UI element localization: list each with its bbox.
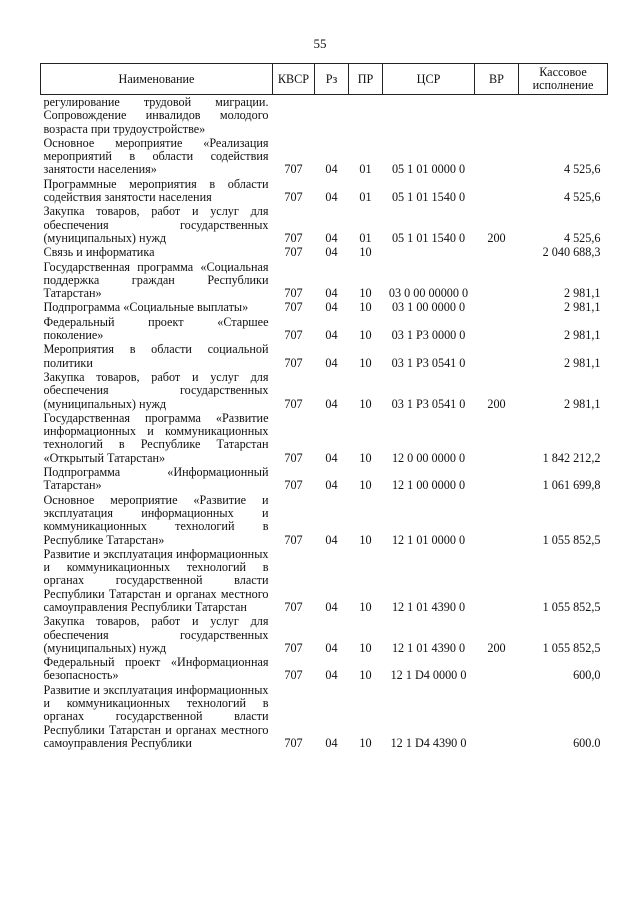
table-cell-name: Мероприятия в области социальной политики [43,342,269,370]
table-cell-kvsr: 707 [284,162,303,177]
table-cell-name: Связь и информатика [43,245,155,260]
table-row [41,493,608,547]
table-cell-kvsr: 707 [284,640,303,655]
table-cell-rz: 04 [325,668,338,683]
table-cell-kvsr: 707 [284,355,303,370]
table-cell-vr: 200 [487,640,506,655]
table-cell-name: Закупка товаров, работ и услуг для обеспечения государственных (муниципальных) нужд [43,204,269,245]
table-cell-rz: 04 [325,599,338,614]
table-cell-csr: 03 1 P3 0000 0 [391,328,466,343]
table-cell-csr: 05 1 01 0000 0 [391,162,466,177]
table-row [41,547,608,614]
table-row [41,342,608,370]
header-amount: Кассовое исполнение [519,64,608,95]
table-cell-kvsr [273,95,315,136]
table-cell-pr: 10 [359,355,372,370]
table-cell-csr: 12 1 01 4390 0 [391,640,466,655]
table-cell-csr: 03 1 P3 0541 0 [391,355,466,370]
table-cell-name: регулирование трудовой миграции. Сопровождение инвалидов молодого возраста при трудоустройстве» [43,95,269,136]
table-cell-pr: 10 [359,599,372,614]
table-cell-csr: 12 1 01 0000 0 [391,532,466,547]
table-cell-rz: 04 [325,355,338,370]
table-cell-kvsr: 707 [284,532,303,547]
table-cell-amount: 4 525,6 [563,230,601,245]
header-csr: ЦСР [383,64,475,95]
table-cell-amount: 2 981,1 [563,286,601,301]
table-cell-vr: 200 [487,396,506,411]
table-row [41,95,608,136]
table-cell-rz: 04 [325,640,338,655]
table-cell-pr: 01 [359,162,372,177]
table-cell-vr [475,547,519,614]
table-cell-kvsr: 707 [284,396,303,411]
table-cell-name: Подпрограмма «Информационный Татарстан» [43,465,269,493]
table-cell-kvsr: 707 [284,450,303,465]
table-cell-vr [475,655,519,683]
table-cell-name: Государственная программа «Социальная поддержка граждан Республики Татарстан» [43,259,269,301]
table-cell-vr [475,136,519,177]
table-cell-vr [475,95,519,136]
table-cell-pr: 10 [359,286,372,301]
table-cell-rz: 04 [325,478,338,493]
header-rz: Рз [315,64,349,95]
table-cell-vr [475,411,519,465]
table-cell-name: Федеральный проект «Старшее поколение» [43,314,269,343]
table-cell-csr: 05 1 01 1540 0 [391,190,466,205]
table-cell-csr: 12 1 01 4390 0 [391,599,466,614]
table-cell-amount: 1 055 852,5 [542,532,601,547]
table-cell-csr: 12 0 00 0000 0 [391,450,466,465]
table-cell-vr [475,342,519,370]
table-cell-amount: 600.0 [573,735,601,750]
table-cell-pr: 10 [359,532,372,547]
table-cell-csr [383,245,475,259]
table-cell-name: Государственная программа «Развитие информационных и коммуникационных технологий в Республике Татарстан «Открытый Татарстан» [43,410,269,465]
table-row [41,614,608,655]
table-cell-vr [475,300,519,314]
table-cell-csr: 12 1 00 0000 0 [391,478,466,493]
table-cell-vr [475,260,519,301]
table-cell-amount: 1 055 852,5 [542,640,601,655]
table-row [41,683,608,750]
table-cell-rz: 04 [325,190,338,205]
table-cell-csr [383,95,475,136]
table-row [41,260,608,301]
table-cell-pr: 01 [359,230,372,245]
table-cell-amount: 2 981,1 [563,300,601,315]
table-body [41,95,608,751]
table-cell-kvsr: 707 [284,599,303,614]
table-row [41,655,608,683]
table-cell-amount: 4 525,6 [563,190,601,205]
table-cell-rz: 04 [325,735,338,750]
table-row [41,370,608,411]
table-row [41,300,608,314]
table-cell-vr [475,245,519,259]
table-header-row [41,64,608,95]
table-cell-kvsr: 707 [284,230,303,245]
table-cell-kvsr: 707 [284,478,303,493]
table-cell-amount: 2 981,1 [563,355,601,370]
table-cell-kvsr: 707 [284,245,303,260]
table-cell-kvsr: 707 [284,190,303,205]
table-cell-amount: 600,0 [573,668,601,683]
table-cell-vr [475,683,519,750]
table-cell-csr: 12 1 D4 0000 0 [390,668,467,683]
table-cell-kvsr: 707 [284,328,303,343]
table-cell-name: Развитие и эксплуатация информационных и коммуникационных технологий в органах государственной власти Республики Татарстан и органах местного самоуправления Республики [43,682,269,750]
table-cell-amount: 2 981,1 [563,328,601,343]
table-cell-kvsr: 707 [284,286,303,301]
table-cell-pr: 01 [359,190,372,205]
table-cell-amount: 1 055 852,5 [542,599,601,614]
table-row [41,177,608,205]
table-cell-kvsr: 707 [284,735,303,750]
table-cell-rz: 04 [325,396,338,411]
table-cell-csr: 03 1 00 0000 0 [391,300,466,315]
budget-table-container [40,63,607,750]
table-cell-rz: 04 [325,532,338,547]
table-cell-csr: 03 0 00 00000 0 [388,286,469,301]
table-cell-name: Подпрограмма «Социальные выплаты» [43,300,249,315]
table-cell-pr: 10 [359,300,372,315]
table-cell-vr [475,315,519,343]
table-cell-pr [349,95,383,136]
table-cell-kvsr: 707 [284,300,303,315]
table-cell-rz: 04 [325,230,338,245]
table-cell-name: Программные мероприятия в области содействия занятости населения [43,176,269,205]
table-cell-rz: 04 [325,300,338,315]
table-cell-rz: 04 [325,450,338,465]
table-cell-pr: 10 [359,396,372,411]
table-cell-name: Основное мероприятие «Реализация мероприятий в области содействия занятости населения» [43,135,269,177]
table-cell-csr: 05 1 01 1540 0 [391,230,466,245]
table-cell-vr [475,465,519,493]
header-pr: ПР [349,64,383,95]
header-kvsr: КВСР [273,64,315,95]
page-number: 55 [313,36,327,51]
table-cell-amount: 4 525,6 [563,162,601,177]
table-cell-pr: 10 [359,478,372,493]
table-cell-pr: 10 [359,640,372,655]
table-cell-name: Развитие и эксплуатация информационных и коммуникационных технологий в органах государственной власти Республики Татарстан и органах местного самоуправления Республики Татарстан [43,546,269,614]
table-cell-pr: 10 [359,450,372,465]
table-cell-vr: 200 [487,230,506,245]
table-row [41,465,608,493]
table-cell-name: Федеральный проект «Информационная безопасность» [43,655,269,683]
table-cell-csr: 12 1 D4 4390 0 [390,735,467,750]
header-vr: ВР [475,64,519,95]
table-row [41,136,608,177]
table-cell-kvsr: 707 [284,668,303,683]
table-row [41,411,608,465]
table-cell-csr: 03 1 P3 0541 0 [391,396,466,411]
table-cell-rz: 04 [325,162,338,177]
budget-table [40,63,608,750]
table-cell-pr: 10 [359,668,372,683]
table-row [41,204,608,245]
table-cell-pr: 10 [359,328,372,343]
table-row [41,245,608,259]
table-cell-name: Основное мероприятие «Развитие и эксплуатация информационных и коммуникационных технологий в Республике Татарстан» [43,492,269,547]
table-cell-amount: 1 842 212,2 [542,450,601,465]
header-name: Наименование [41,64,273,95]
table-row [41,315,608,343]
table-cell-rz: 04 [325,328,338,343]
table-cell-vr [475,493,519,547]
table-cell-rz [315,95,349,136]
table-cell-amount: 1 061 699,8 [542,478,601,493]
table-cell-name: Закупка товаров, работ и услуг для обеспечения государственных (муниципальных) нужд [43,369,269,411]
table-cell-amount: 2 981,1 [563,396,601,411]
table-cell-amount: 2 040 688,3 [542,245,601,260]
table-cell-name: Закупка товаров, работ и услуг для обеспечения государственных (муниципальных) нужд [43,614,269,655]
table-cell-vr [475,177,519,205]
table-cell-amount [519,95,608,136]
table-cell-pr: 10 [359,245,372,260]
table-cell-rz: 04 [325,286,338,301]
table-cell-pr: 10 [359,735,372,750]
table-cell-rz: 04 [325,245,338,260]
